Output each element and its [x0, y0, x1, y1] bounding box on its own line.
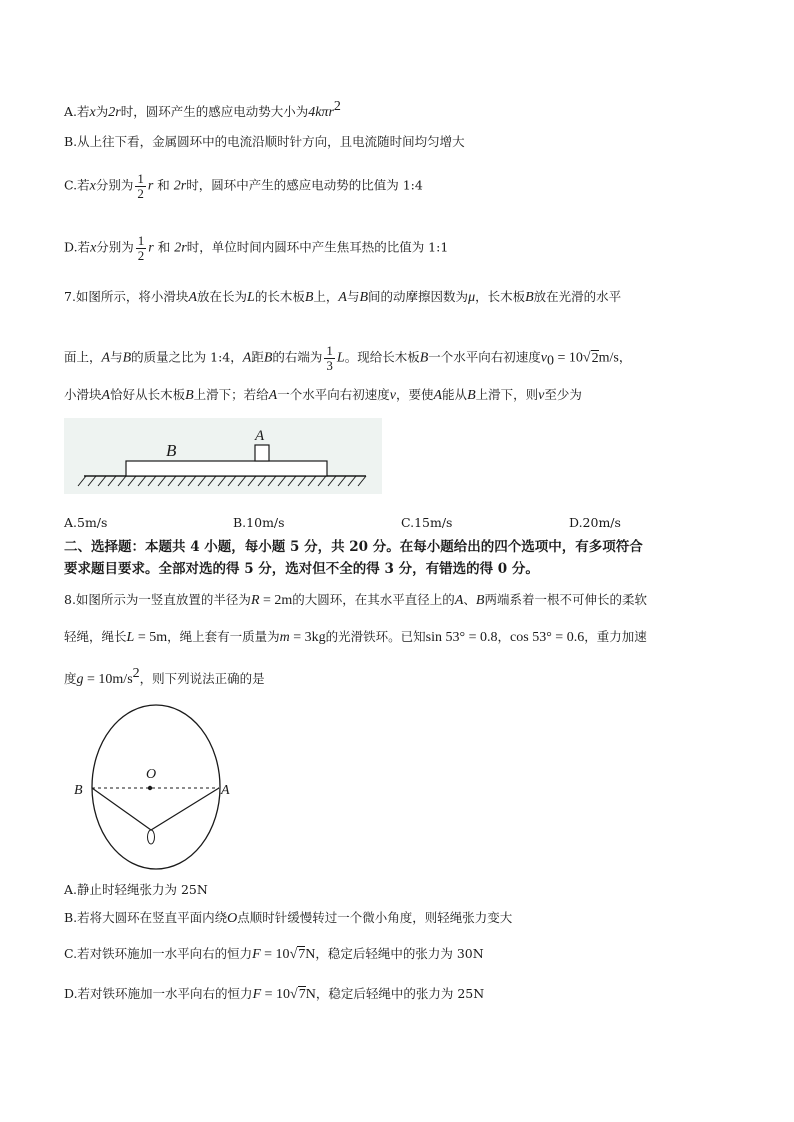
big-ring [92, 705, 220, 869]
q7-stem-line3: 小滑块A恰好从长木板B上滑下；若给A一个水平向右初速度v，要使A能从B上滑下，则v至少为 [64, 387, 582, 403]
q8-stem-line2: 轻绳，绳长L = 5m，绳上套有一质量为m = 3kg的光滑铁环。已知sin 53° = 0.8，cos 53° = 0.6，重力加速 [64, 629, 647, 645]
q8-ring-figure [70, 700, 240, 872]
q7-option-a: A.5m/s [64, 515, 108, 530]
q8-option-b: B.若将大圆环在竖直平面内绕O点顺时针缓慢转过一个微小角度，则轻绳张力变大 [64, 910, 513, 926]
label-o: O [146, 767, 157, 782]
iron-ring [148, 830, 155, 844]
block-a [255, 445, 269, 461]
q6-option-b: B.从上往下看，金属圆环中的电流沿顺时针方向，且电流随时间均匀增大 [64, 134, 465, 149]
sqrt-symbol: √ [582, 350, 591, 366]
q6-option-a: A.若x为2r时，圆环产生的感应电动势大小为4kπr$^2$ [64, 99, 341, 120]
rope [92, 788, 219, 830]
q6-option-d: D.若x分别为 $\frac{1}{2}$ r 和 2r时，单位时间内圆环中产生焦耳热的比值为 1:1 [64, 233, 449, 263]
q8-stem-line3: 度$g = 10m/s^2$，则下列说法正确的是 [64, 666, 265, 687]
fraction: $\frac{1}{2}$ [137, 233, 145, 263]
q7-board-figure [64, 418, 384, 496]
fraction: $\frac{1}{2}$ [137, 171, 144, 201]
q7-stem-line2: 面上，A与B的质量之比为 1:4，A距B的右端为 $\frac{1}{3}$ L。现给长木板B一个水平向右初速度$v_0 = 10√2m/s$， [64, 343, 632, 373]
q8-option-a: A.静止时轻绳张力为 25N [64, 882, 208, 897]
label-a: A [255, 428, 265, 444]
fraction: $\frac{1}{3}$ [326, 343, 333, 373]
section2-heading-line2: 要求题目要求。全部对选的得 5 分，选对但不全的得 3 分，有错选的得 0 分。 [64, 561, 539, 577]
sqrt-symbol: √ [290, 987, 298, 1002]
q8-stem-line1: 8.如图所示为一竖直放置的半径为R = 2m的大圆环，在其水平直径上的A、B两端系着一根不可伸长的柔软 [64, 592, 647, 608]
figure-background [64, 418, 382, 494]
label-b: B [74, 783, 83, 798]
q8-option-d: D.若对铁环施加一水平向右的恒力F = 10√7N，稳定后轻绳中的张力为 25N [64, 986, 485, 1002]
label-b: B [166, 441, 177, 460]
q7-stem-line1: 7.如图所示，将小滑块A放在长为L的长木板B上，A与B间的动摩擦因数为μ，长木板B放在光滑的水平 [64, 289, 622, 305]
section2-heading-line1: 二、选择题：本题共 4 小题，每小题 5 分，共 20 分。在每小题给出的四个选项中，有多项符合 [64, 539, 643, 555]
label-a: A [221, 783, 230, 798]
q7-option-c: C.15m/s [401, 515, 453, 530]
q7-option-d: D.20m/s [569, 515, 621, 530]
center-o [148, 786, 152, 790]
board-b [126, 461, 327, 476]
q8-option-c: C.若对铁环施加一水平向右的恒力F = 10√7N，稳定后轻绳中的张力为 30N [64, 946, 484, 962]
q6-option-c: C.若x分别为 $\frac{1}{2}$ r 和 2r时，圆环中产生的感应电动势的比值为 1:4 [64, 171, 423, 201]
sqrt-symbol: √ [289, 947, 298, 962]
q7-option-b: B.10m/s [233, 515, 285, 530]
